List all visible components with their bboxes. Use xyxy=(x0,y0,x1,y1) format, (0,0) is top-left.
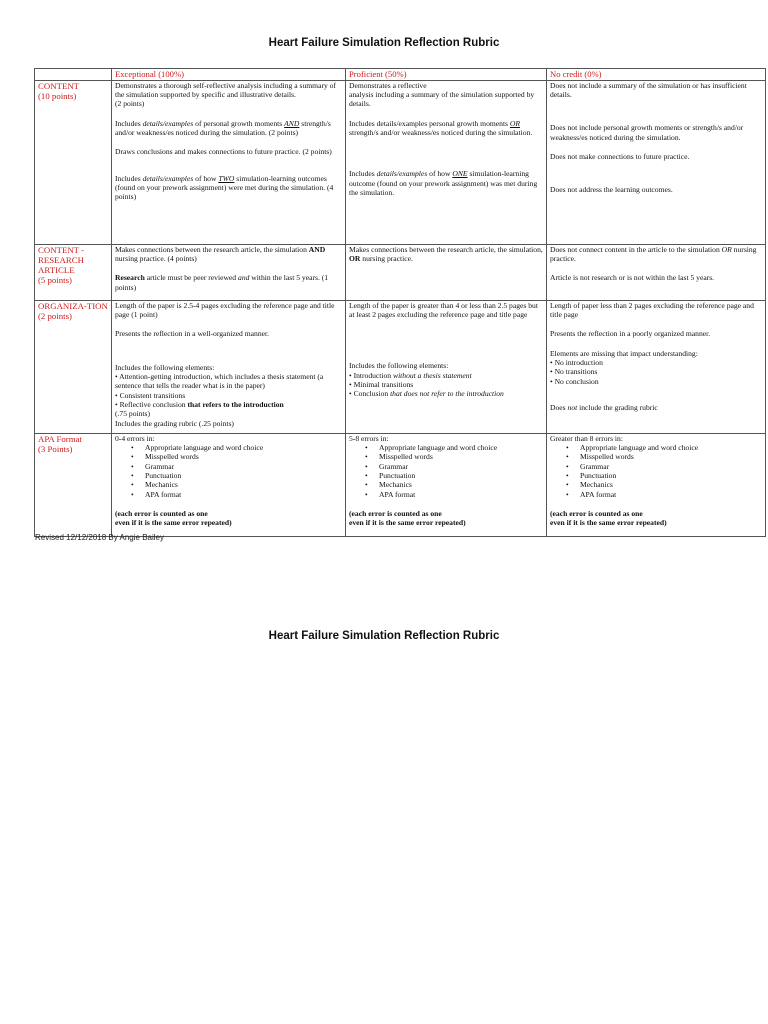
criterion-points: (5 points) xyxy=(38,274,72,285)
list-item: • No introduction xyxy=(550,358,762,367)
cell-text: Presents the reflection in a well-organized manner. xyxy=(115,329,269,339)
criterion-label: ORGANIZA-TION xyxy=(38,300,108,311)
cell-text: Length of paper less than 2 pages excluding the reference page and title page xyxy=(550,300,754,319)
list-item: • Appropriate language and word choice xyxy=(580,443,762,452)
cell-text: (2 points) xyxy=(115,99,145,109)
cell-text: Does not include personal growth moments or strength/s and/or weakness/es noticed during the simulation. xyxy=(550,123,744,142)
criterion-label: APA Format xyxy=(38,433,82,444)
apa-list xyxy=(349,443,543,499)
cell-text: Includes the grading rubric (.25 points) xyxy=(115,418,234,428)
list-item: • Reflective conclusion that refers to the introduction xyxy=(115,400,342,409)
list-item: • Punctuation xyxy=(145,471,342,480)
cell-text: Does not include a summary of the simulation or has insufficient details. xyxy=(550,80,747,99)
criterion-points: (10 points) xyxy=(38,90,77,101)
cell-text: Greater than 8 errors in: xyxy=(550,433,623,443)
cell-note: even if it is the same error repeated) xyxy=(349,518,466,528)
list-item: • Grammar xyxy=(379,462,543,471)
cell-text: 0-4 errors in: xyxy=(115,433,155,443)
cell-text: 5-8 errors in: xyxy=(349,433,389,443)
cell-organization-no-credit xyxy=(547,300,766,433)
elements-list xyxy=(115,372,342,409)
header-exceptional: Exceptional (100%) xyxy=(112,69,346,81)
criterion-apa xyxy=(35,433,112,536)
header-proficient: Proficient (50%) xyxy=(346,69,547,81)
cell-text: Makes connections between the research article, the simulation, OR nursing practice. xyxy=(349,244,543,263)
cell-note: (each error is counted as one xyxy=(550,508,643,518)
cell-text: Includes the following elements: xyxy=(115,362,215,372)
elements-list xyxy=(349,371,543,399)
cell-text: Includes the following elements: xyxy=(349,361,449,371)
list-item: • Consistent transitions xyxy=(115,391,342,400)
criterion-research xyxy=(35,244,112,300)
row-organization xyxy=(35,300,766,433)
cell-organization-proficient xyxy=(346,300,547,433)
list-item: • APA format xyxy=(145,490,342,499)
cell-content-proficient xyxy=(346,80,547,244)
cell-research-no-credit xyxy=(547,244,766,300)
cell-apa-exceptional xyxy=(112,433,346,536)
rubric-table xyxy=(34,68,766,537)
cell-text: Length of the paper is 2.5-4 pages excluding the reference page and title page (1 point) xyxy=(115,300,335,319)
list-item: • Misspelled words xyxy=(580,452,762,461)
criterion-organization xyxy=(35,300,112,433)
revision-note: Revised 12/12/2018 By Angie Bailey xyxy=(35,533,164,542)
list-item: • Mechanics xyxy=(580,480,762,489)
cell-text: Draws conclusions and makes connections to future practice. (2 points) xyxy=(115,147,332,157)
list-item: • Appropriate language and word choice xyxy=(145,443,342,452)
cell-text: Presents the reflection in a poorly organized manner. xyxy=(550,329,711,339)
list-item: • Misspelled words xyxy=(145,452,342,461)
cell-text: Elements are missing that impact understanding: xyxy=(550,348,698,358)
cell-text: Demonstrates a thorough self-reflective analysis including a summary of the simulation supported by specific and illustrative details. xyxy=(115,80,336,99)
criterion-points: (3 Points) xyxy=(38,443,73,454)
criterion-label: CONTENT -RESEARCH ARTICLE xyxy=(38,244,85,275)
cell-text: Demonstrates a reflective xyxy=(349,80,427,90)
list-item: • Mechanics xyxy=(379,480,543,489)
list-item: • Introduction without a thesis statement xyxy=(349,371,543,380)
cell-apa-proficient xyxy=(346,433,547,536)
list-item: • APA format xyxy=(379,490,543,499)
list-item: • Grammar xyxy=(145,462,342,471)
cell-text: analysis including a summary of the simulation supported by xyxy=(349,89,535,99)
row-research xyxy=(35,244,766,300)
list-item: • Appropriate language and word choice xyxy=(379,443,543,452)
list-item: • Mechanics xyxy=(145,480,342,489)
cell-text: Research article must be peer reviewed and within the last 5 years. (1 points) xyxy=(115,273,329,292)
list-item: • Punctuation xyxy=(580,471,762,480)
cell-content-exceptional xyxy=(112,80,346,244)
list-item: • No transitions xyxy=(550,367,762,376)
row-apa xyxy=(35,433,766,536)
list-item: • Misspelled words xyxy=(379,452,543,461)
cell-apa-no-credit xyxy=(547,433,766,536)
cell-note: (each error is counted as one xyxy=(115,508,208,518)
cell-text: Does not make connections to future practice. xyxy=(550,151,690,161)
header-row xyxy=(35,69,766,81)
cell-text: Includes details/examples personal growth moments OR strength/s and/or weakness/es noticed during the simulation. xyxy=(349,118,533,137)
list-item: • Conclusion that does not refer to the introduction xyxy=(349,389,543,398)
page-title-repeat: Heart Failure Simulation Reflection Rubric xyxy=(268,630,500,642)
cell-text: Includes details/examples of how TWO simulation-learning outcomes (found on your prework assignment) were met during the simulation. (4 points) xyxy=(115,173,334,202)
header-no-credit: No credit (0%) xyxy=(547,69,766,81)
cell-note: even if it is the same error repeated) xyxy=(115,518,232,528)
cell-research-exceptional xyxy=(112,244,346,300)
cell-content-no-credit xyxy=(547,80,766,244)
cell-text: Makes connections between the research article, the simulation AND nursing practice. (4 points) xyxy=(115,244,326,263)
list-item: • Minimal transitions xyxy=(349,380,543,389)
cell-note: (each error is counted as one xyxy=(349,508,442,518)
cell-text: Includes details/examples of personal growth moments AND strength/s and/or weakness/es noticed during the simulation. (2 points) xyxy=(115,118,331,137)
cell-text: Article is not research or is not within the last 5 years. xyxy=(550,273,715,283)
criterion-points: (2 points) xyxy=(38,310,72,321)
criterion-content xyxy=(35,80,112,244)
apa-list xyxy=(550,443,762,499)
cell-text: Does not address the learning outcomes. xyxy=(550,185,673,195)
list-item: • Attention-getting introduction, which includes a thesis statement (a sentence that tells the reader what is in the paper) xyxy=(115,372,342,391)
cell-text: Length of the paper is greater than 4 or less than 2.5 pages but at least 2 pages excluding the reference page and title page xyxy=(349,300,538,319)
row-content xyxy=(35,80,766,244)
list-item: • Punctuation xyxy=(379,471,543,480)
apa-list xyxy=(115,443,342,499)
list-item: • Grammar xyxy=(580,462,762,471)
corner-cell xyxy=(35,69,112,81)
elements-list xyxy=(550,358,762,386)
page-title: Heart Failure Simulation Reflection Rubric xyxy=(268,37,500,49)
cell-text: Includes details/examples of how ONE simulation-learning outcome (found on your prework assignment) was met during the simulation. xyxy=(349,169,538,197)
list-item: • APA format xyxy=(580,490,762,499)
list-item: • No conclusion xyxy=(550,377,762,386)
cell-text: (.75 points) xyxy=(115,409,151,419)
criterion-label: CONTENT xyxy=(38,80,80,91)
cell-text: Does not include the grading rubric xyxy=(550,402,658,412)
cell-note: even if it is the same error repeated) xyxy=(550,518,667,528)
cell-research-proficient xyxy=(346,244,547,300)
cell-text: Does not connect content in the article to the simulation OR nursing practice. xyxy=(550,244,757,263)
cell-text: details. xyxy=(349,99,371,109)
cell-organization-exceptional xyxy=(112,300,346,433)
